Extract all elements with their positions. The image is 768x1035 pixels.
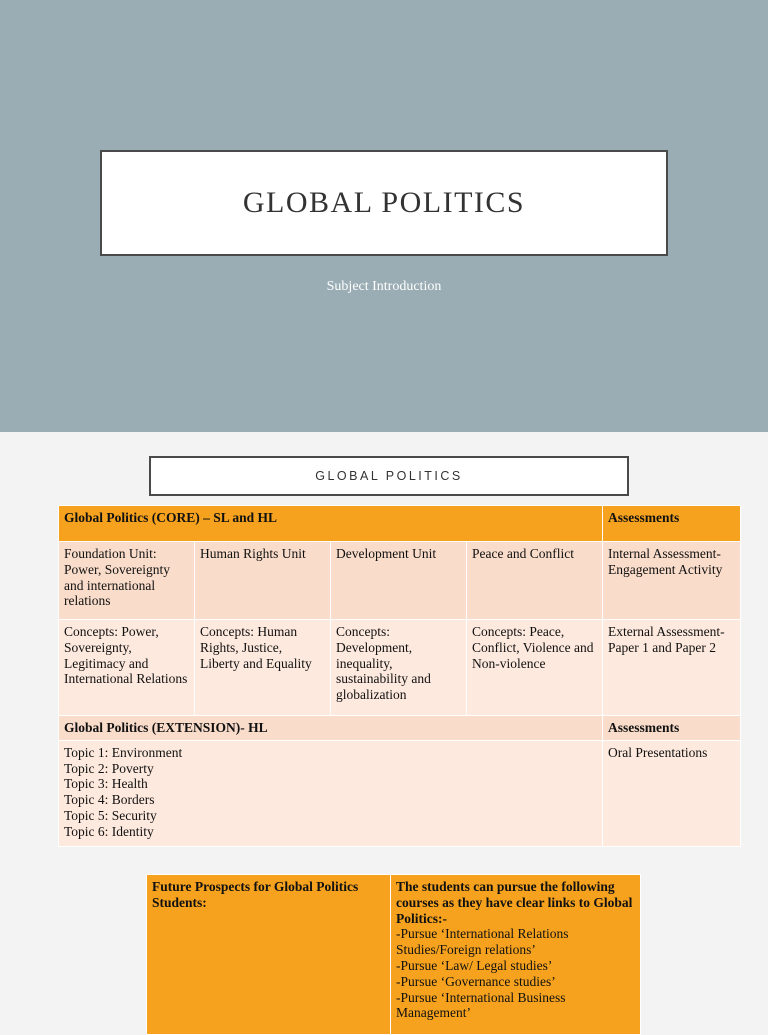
concept-cell: Concepts: Development, inequality, sustainability and globalization: [331, 620, 467, 716]
future-prospects-table: [146, 874, 641, 1035]
topic-item: Topic 6: Identity: [64, 823, 154, 839]
unit-cell: Development Unit: [331, 542, 467, 620]
extension-header: Global Politics (EXTENSION)- HL: [59, 716, 603, 741]
future-intro: The students can pursue the following courses as they have clear links to Global Politics:-: [396, 879, 633, 926]
topic-item: Topic 3: Health: [64, 776, 148, 792]
concept-cell: Concepts: Power, Sovereignty, Legitimacy and International Relations: [59, 620, 195, 716]
future-title-cell: Future Prospects for Global Politics Students:: [147, 875, 391, 1035]
oral-presentations-cell: Oral Presentations: [603, 740, 741, 846]
course-item: -Pursue ‘International Business Management’: [396, 989, 566, 1021]
topic-item: Topic 4: Borders: [64, 792, 155, 808]
concept-cell: Concepts: Peace, Conflict, Violence and Non-violence: [467, 620, 603, 716]
topic-item: Topic 2: Poverty: [64, 760, 154, 776]
internal-assessment-cell: Internal Assessment- Engagement Activity: [603, 542, 741, 620]
course-item: -Pursue ‘International Relations Studies/Foreign relations’: [396, 926, 569, 958]
content-slide-title: GLOBAL POLITICS: [149, 456, 629, 496]
topic-item: Topic 1: Environment: [64, 744, 183, 760]
title-box: [100, 150, 668, 256]
unit-cell: Foundation Unit: Power, Sovereignty and international relations: [59, 542, 195, 620]
course-item: -Pursue ‘Governance studies’: [396, 973, 556, 989]
unit-cell: Peace and Conflict: [467, 542, 603, 620]
assessments-header: Assessments: [603, 506, 741, 542]
content-slide: [0, 432, 768, 1024]
core-header: Global Politics (CORE) – SL and HL: [59, 506, 603, 542]
title-slide: [0, 0, 768, 432]
curriculum-table: [58, 505, 741, 847]
course-item: -Pursue ‘Law/ Legal studies’: [396, 957, 553, 973]
slide-subtitle: Subject Introduction: [326, 279, 442, 294]
topic-item: Topic 5: Security: [64, 807, 157, 823]
topics-cell: [59, 740, 603, 846]
slide-title: GLOBAL POLITICS: [242, 186, 526, 219]
extension-assessments-header: Assessments: [603, 716, 741, 741]
future-courses-cell: [391, 875, 641, 1035]
concept-cell: Concepts: Human Rights, Justice, Liberty and Equality: [195, 620, 331, 716]
external-assessment-cell: External Assessment- Paper 1 and Paper 2: [603, 620, 741, 716]
unit-cell: Human Rights Unit: [195, 542, 331, 620]
